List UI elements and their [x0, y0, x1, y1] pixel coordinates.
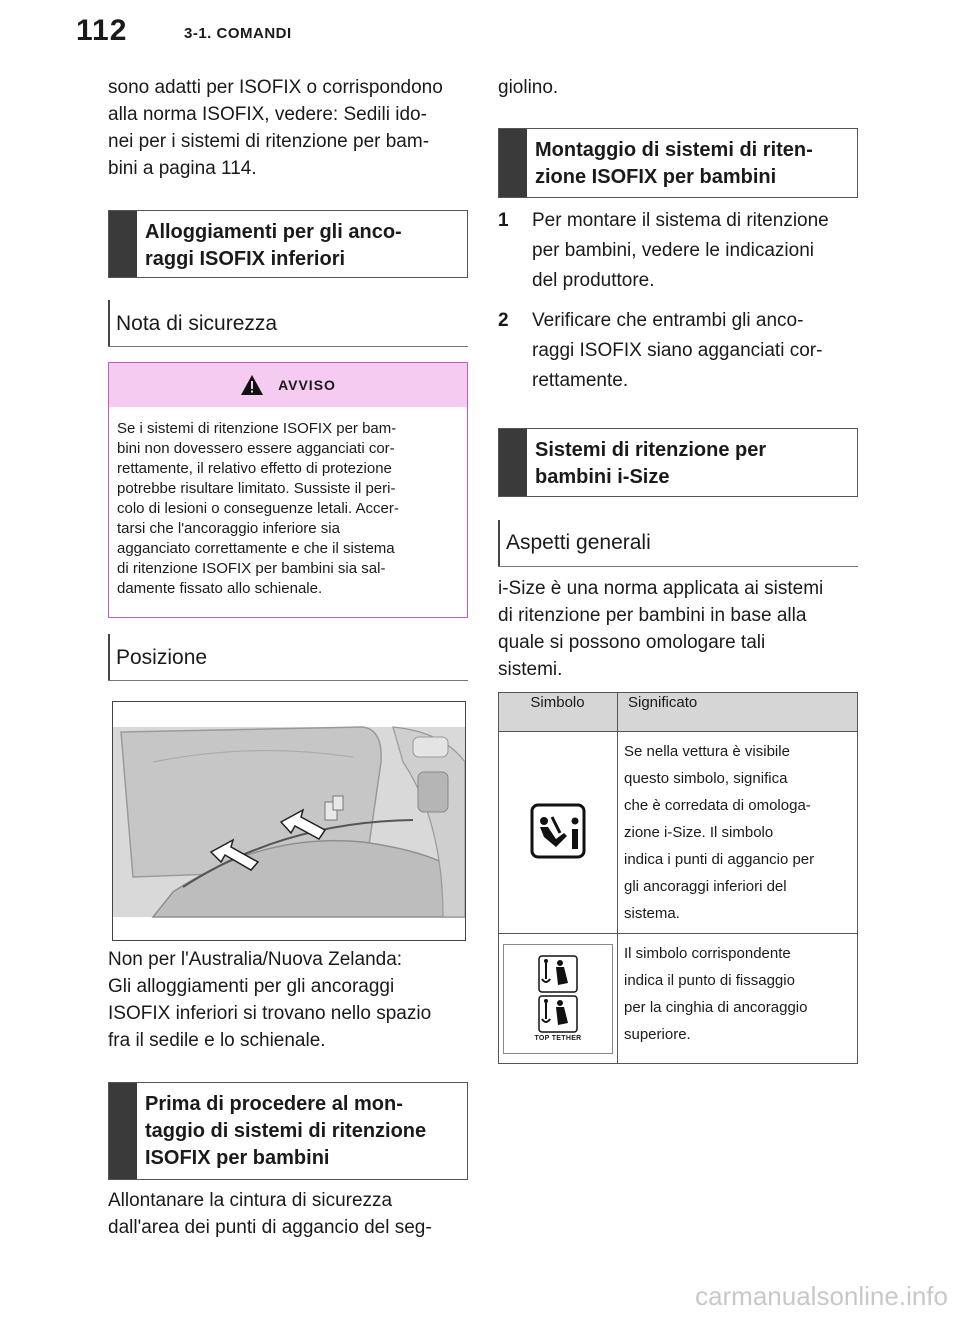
page-number: 112 — [76, 14, 128, 47]
text-line: sono adatti per ISOFIX o corrispondono — [108, 77, 443, 98]
heading-bar — [109, 1083, 137, 1179]
step-2 — [498, 306, 858, 396]
text-line: rettamente, il relativo effetto di protezione — [117, 460, 392, 477]
table-row — [499, 732, 858, 934]
position-caption — [108, 946, 468, 1054]
warning-triangle-icon — [240, 374, 264, 396]
watermark: carmanualsonline.info — [695, 1281, 948, 1311]
subhead-position — [108, 634, 468, 681]
table-header-symbol: Simbolo — [499, 693, 618, 732]
heading-line: zione ISOFIX per bambini — [535, 166, 777, 188]
heading-bar — [109, 211, 137, 277]
text-line: per la cinghia di ancoraggio — [624, 999, 808, 1016]
text-line: Il simbolo corrispondente — [624, 945, 791, 962]
tether-anchor-icon — [538, 955, 578, 993]
text-line: Allontanare la cintura di sicurezza — [108, 1190, 393, 1211]
heading-line: taggio di sistemi di ritenzione — [145, 1120, 427, 1142]
meaning-cell — [618, 732, 858, 934]
heading-line: ISOFIX per bambini — [145, 1147, 330, 1169]
text-line: bini non dovessero essere agganciati cor- — [117, 440, 395, 457]
text-line: fra il sedile e lo schienale. — [108, 1030, 326, 1051]
text-line: Non per l'Australia/Nuova Zelanda: — [108, 949, 403, 970]
heading-mounting-isofix — [498, 128, 858, 198]
text-line: Per montare il sistema di ritenzione — [532, 210, 829, 231]
heading-line: bambini i-Size — [535, 466, 670, 488]
subhead-safety-note — [108, 300, 468, 347]
table-row — [499, 934, 858, 1064]
warning-title: AVVISO — [278, 377, 336, 393]
text-line: raggi ISOFIX siano agganciati cor- — [532, 340, 823, 361]
text-line: i-Size è una norma applicata ai sistemi — [498, 578, 824, 599]
text-line: quale si possono omologare tali — [498, 632, 766, 653]
text-line: indica i punti di aggancio per — [624, 851, 815, 868]
tether-anchor-icon — [538, 995, 578, 1033]
heading-line: raggi ISOFIX inferiori — [145, 248, 346, 270]
seat-anchor-figure — [113, 702, 465, 940]
text-line: bini a pagina 114. — [108, 158, 257, 179]
text-line: ISOFIX inferiori si trovano nello spazio — [108, 1003, 432, 1024]
seat-illustration — [112, 701, 466, 941]
heading-lower-anchorages — [108, 210, 468, 278]
heading-bar — [499, 129, 527, 197]
text-line: che è corredata di omologa- — [624, 797, 811, 814]
step-1 — [498, 206, 858, 296]
text-line: rettamente. — [532, 370, 629, 391]
section-title: 3-1. COMANDI — [184, 25, 292, 42]
warning-box — [108, 362, 468, 618]
isize-paragraph — [498, 575, 858, 683]
warning-header — [109, 363, 467, 407]
heading-line: Alloggiamenti per gli anco- — [145, 221, 402, 243]
heading-text — [527, 129, 821, 197]
table-header-meaning: Significato — [618, 693, 858, 732]
heading-line: Prima di procedere al mon- — [145, 1093, 403, 1115]
text-line: di ritenzione per bambini in base alla — [498, 605, 807, 626]
text-line: Gli alloggiamenti per gli ancoraggi — [108, 976, 395, 997]
text-line: colo di lesioni o conseguenze letali. Accer- — [117, 500, 399, 517]
text-line: tarsi che l'ancoraggio inferiore sia — [117, 520, 340, 537]
heading-before-mounting — [108, 1082, 468, 1180]
symbol-table — [498, 692, 858, 1064]
text-line: Se i sistemi di ritenzione ISOFIX per bam- — [117, 420, 397, 437]
isize-seat-icon — [530, 803, 586, 859]
text-line: di ritenzione ISOFIX per bambini sia sal- — [117, 560, 386, 577]
top-tether-icon — [503, 944, 613, 1054]
text-line: Se nella vettura è visibile — [624, 743, 790, 760]
text-line: agganciato correttamente e che il sistema — [117, 540, 395, 557]
subhead-text: Posizione — [116, 646, 208, 669]
table-header-row — [499, 693, 858, 732]
text-line: gli ancoraggi inferiori del — [624, 878, 787, 895]
text-line: Verificare che entrambi gli anco- — [532, 310, 804, 331]
subhead-text: Aspetti generali — [506, 531, 651, 554]
text-line: zione i-Size. Il simbolo — [624, 824, 774, 841]
text-line: per bambini, vedere le indicazioni — [532, 240, 814, 261]
warning-text — [109, 407, 467, 611]
text-line: potrebbe risultare limitato. Sussiste il peri- — [117, 480, 396, 497]
heading-text — [137, 1083, 434, 1179]
subhead-general — [498, 520, 858, 567]
heading-isize — [498, 428, 858, 497]
text-line: damente fissato allo schienale. — [117, 580, 323, 597]
tether-label: TOP TETHER — [534, 1035, 582, 1042]
outro-paragraph — [108, 1187, 468, 1241]
text-line: nei per i sistemi di ritenzione per bam- — [108, 131, 430, 152]
text-line: alla norma ISOFIX, vedere: Sedili ido- — [108, 104, 427, 125]
intro-paragraph — [108, 74, 468, 182]
text-line: sistema. — [624, 905, 680, 922]
text-line: indica il punto di fissaggio — [624, 972, 795, 989]
text-line: questo simbolo, significa — [624, 770, 788, 787]
heading-line: Sistemi di ritenzione per — [535, 439, 767, 461]
text-line: del produttore. — [532, 270, 655, 291]
symbol-cell — [499, 732, 618, 934]
step-number: 1 — [498, 210, 509, 231]
page-header — [0, 0, 960, 64]
text-line: dall'area dei punti di aggancio del seg- — [108, 1217, 432, 1238]
text-line: sistemi. — [498, 659, 563, 680]
text-line: superiore. — [624, 1026, 691, 1043]
heading-line: Montaggio di sistemi di riten- — [535, 139, 813, 161]
meaning-cell — [618, 934, 858, 1064]
subhead-text: Nota di sicurezza — [116, 312, 278, 335]
step-number: 2 — [498, 310, 509, 331]
heading-text — [137, 211, 410, 277]
heading-text — [527, 429, 774, 496]
continuation-text: giolino. — [498, 77, 559, 98]
symbol-cell — [499, 934, 618, 1064]
heading-bar — [499, 429, 527, 496]
